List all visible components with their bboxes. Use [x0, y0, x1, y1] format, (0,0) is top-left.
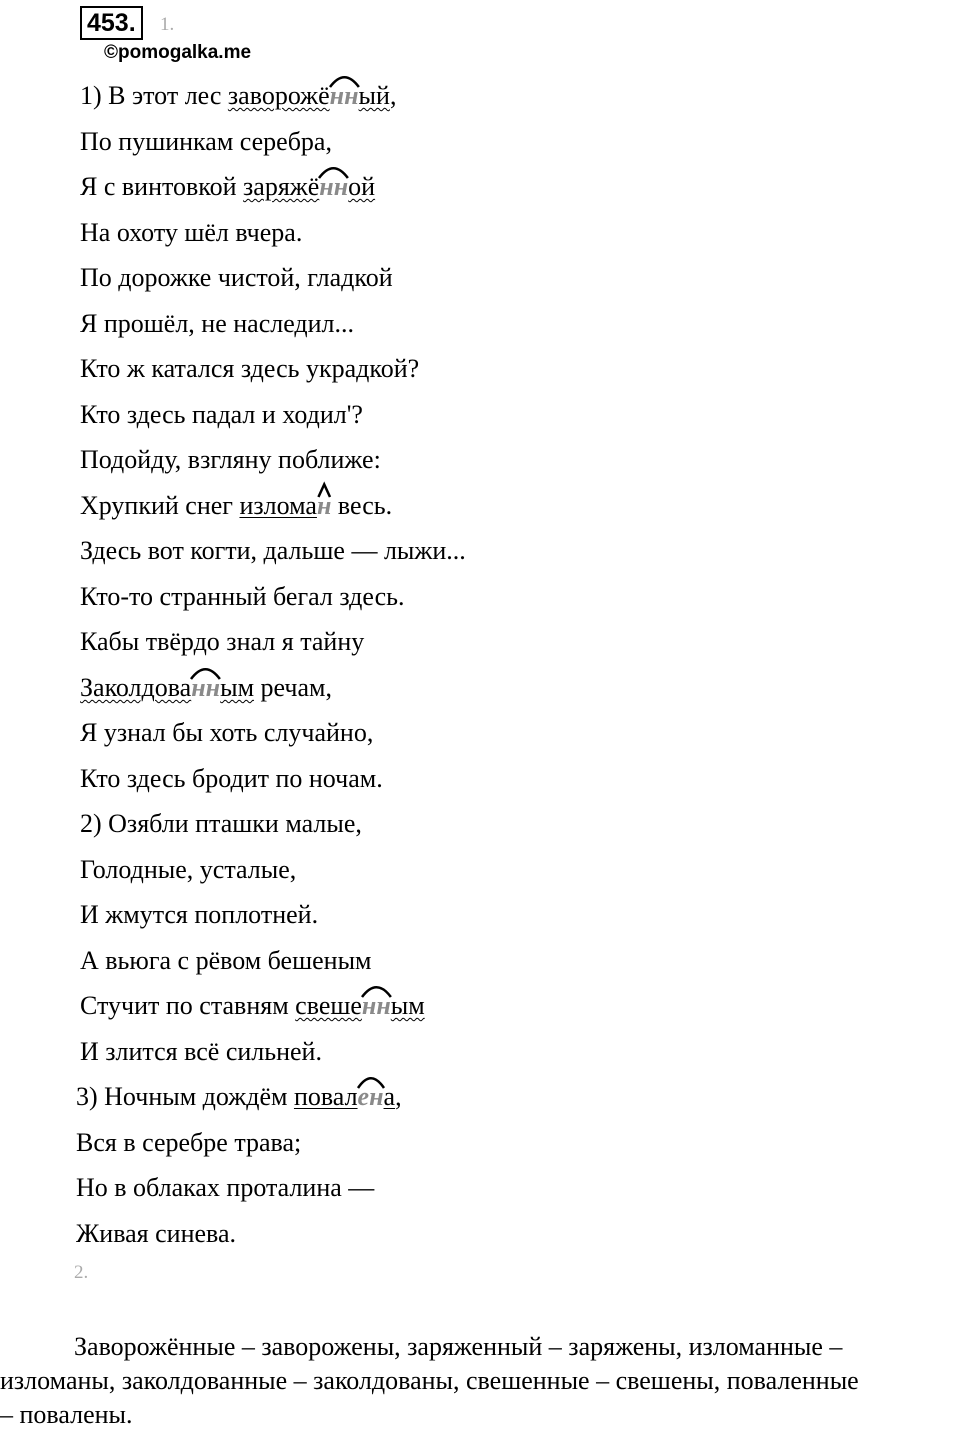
suffix-arc-icon — [317, 483, 331, 497]
suffix-highlight — [317, 490, 331, 522]
suffix-highlight — [358, 1081, 384, 1113]
suffix-highlight — [330, 80, 359, 112]
suffix-highlight — [191, 672, 220, 704]
line-text: весь. — [331, 491, 393, 520]
word-ending: ый — [358, 81, 390, 110]
suffix-letters: нн — [329, 81, 359, 110]
poem-line: Кто-то странный бегал здесь. — [80, 582, 405, 611]
answer-line: Заворожённые – заворожены, заряженный – заряжены, изломанные – — [74, 1332, 843, 1361]
poem-line — [80, 80, 396, 112]
marked-word — [294, 1082, 395, 1111]
poem-line: Кто здесь бродит по ночам. — [80, 764, 383, 793]
poem-line: Здесь вот когти, дальше — лыжи... — [80, 536, 466, 565]
exercise-number: 453. — [80, 6, 143, 40]
suffix-letters: ен — [357, 1082, 384, 1111]
word-ending: ым — [220, 673, 255, 702]
word-stem: повал — [293, 1082, 358, 1111]
poem-line: Но в облаках проталина — — [76, 1173, 375, 1202]
word-stem: заряжё — [243, 172, 320, 201]
poem-line: На охоту шёл вчера. — [80, 218, 303, 247]
word-ending: а — [383, 1082, 396, 1111]
suffix-letters: н — [316, 491, 332, 520]
poem-line: Живая синева. — [76, 1219, 237, 1248]
suffix-highlight — [362, 990, 391, 1022]
poem-line: Кто здесь падал и ходил'? — [80, 400, 363, 429]
line-text: , — [395, 1082, 402, 1111]
poem-line: Голодные, усталые, — [80, 855, 297, 884]
word-ending: ой — [348, 172, 376, 201]
line-text: 3) Ночным дождём — [76, 1082, 294, 1111]
suffix-letters: нн — [191, 673, 221, 702]
poem-line — [80, 490, 392, 522]
word-stem: Заколдова — [80, 673, 192, 702]
marked-word — [243, 172, 375, 201]
poem-line: Кабы твёрдо знал я тайну — [80, 627, 365, 656]
marked-word — [239, 491, 331, 520]
answer-line: изломаны, заколдованные – заколдованы, свешенные – свешены, поваленные — [0, 1366, 859, 1395]
poem-line: 2) Озябли пташки малые, — [80, 809, 362, 838]
word-stem: заворожё — [227, 81, 330, 110]
poem-line: И жмутся поплотней. — [80, 900, 319, 929]
poem-line: И злится всё сильней. — [80, 1037, 322, 1066]
suffix-arc-icon — [362, 983, 391, 997]
suffix-arc-icon — [358, 1074, 384, 1088]
line-text: речам, — [254, 673, 332, 702]
poem-line: По пушинкам серебра, — [80, 127, 332, 156]
line-text: Хрупкий снег — [80, 491, 240, 520]
part-1-label: 1. — [160, 14, 175, 35]
line-text: Стучит по ставням — [80, 991, 296, 1020]
poem-line — [80, 171, 375, 203]
poem-line — [80, 990, 425, 1022]
marked-word — [295, 991, 425, 1020]
suffix-arc-icon — [330, 73, 359, 87]
poem-line: По дорожке чистой, гладкой — [80, 263, 393, 292]
poem-line: Кто ж катался здесь украдкой? — [80, 354, 420, 383]
answer-line: – повалены. — [0, 1400, 133, 1429]
poem-line: Вся в серебре трава; — [76, 1128, 302, 1157]
poem-line: Подойду, взгляну поближе: — [80, 445, 381, 474]
suffix-letters: нн — [319, 172, 349, 201]
suffix-arc-icon — [319, 164, 348, 178]
poem-line: Я узнал бы хоть случайно, — [80, 718, 374, 747]
marked-word — [228, 81, 390, 110]
word-stem: свеше — [295, 991, 362, 1020]
poem-line: Я прошёл, не наследил... — [80, 309, 355, 338]
line-text: 1) В этот лес — [80, 81, 228, 110]
suffix-highlight — [319, 171, 348, 203]
line-text: , — [389, 81, 397, 110]
word-stem: излома — [239, 491, 317, 520]
part-2-label: 2. — [74, 1262, 89, 1283]
poem-line — [80, 672, 332, 704]
suffix-arc-icon — [191, 665, 220, 679]
word-ending: ым — [390, 991, 425, 1020]
poem-line: А вьюга с рёвом бешеным — [80, 946, 372, 975]
site-watermark: ©pomogalka.me — [104, 42, 252, 63]
suffix-letters: нн — [361, 991, 391, 1020]
marked-word — [80, 673, 254, 702]
line-text: Я с винтовкой — [80, 172, 244, 201]
poem-line — [76, 1081, 402, 1113]
